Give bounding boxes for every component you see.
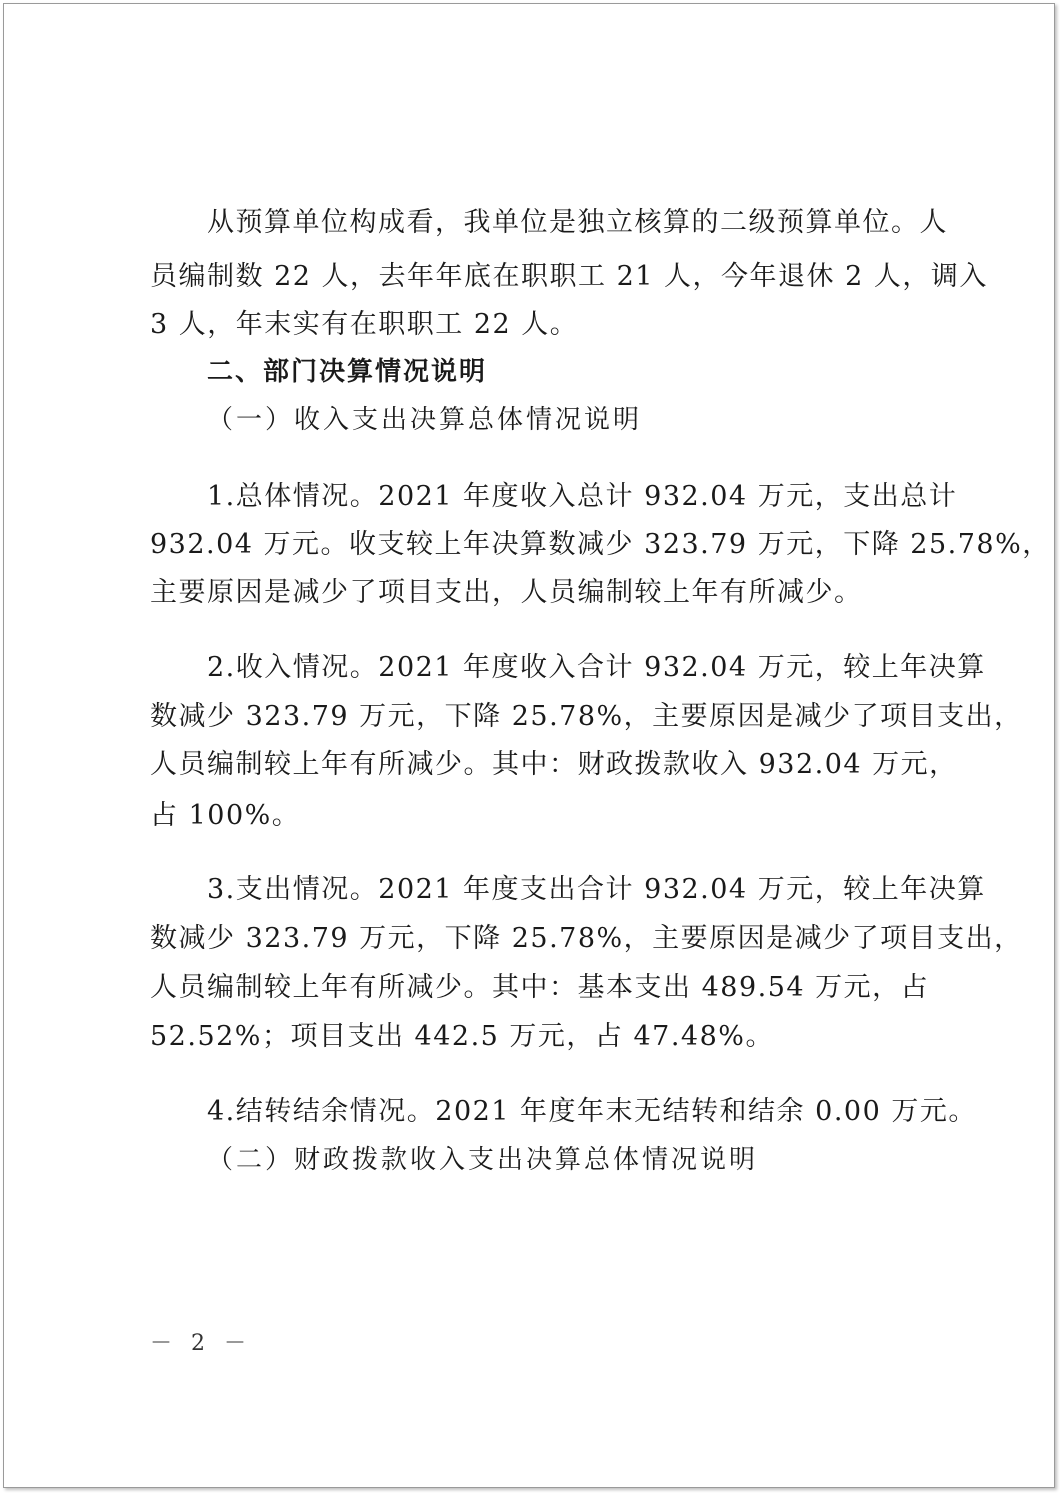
document-page [3, 3, 1055, 1488]
para-1-line-2: 932.04 万元。收支较上年决算数减少 323.79 万元，下降 25.78%， [150, 529, 1051, 560]
para-2-line-2: 数减少 323.79 万元，下降 25.78%，主要原因是减少了项目支出， [150, 701, 1023, 732]
intro-line-1: 从预算单位构成看，我单位是独立核算的二级预算单位。人 [207, 207, 948, 238]
para-3-line-1: 3.支出情况。2021 年度支出合计 932.04 万元，较上年决算 [207, 874, 986, 905]
para-4-line-1: 4.结转结余情况。2021 年度年末无结转和结余 0.00 万元。 [207, 1096, 977, 1127]
para-3-line-2: 数减少 323.79 万元，下降 25.78%，主要原因是减少了项目支出， [150, 923, 1023, 954]
intro-line-3: 3 人，年末实有在职职工 22 人。 [150, 309, 579, 340]
subsection-heading-1: （一）收入支出决算总体情况说明 [207, 405, 643, 435]
section-heading: 二、部门决算情况说明 [207, 357, 488, 387]
intro-line-2: 员编制数 22 人，去年年底在职职工 21 人，今年退休 2 人，调入 [150, 261, 988, 292]
para-2-line-1: 2.收入情况。2021 年度收入合计 932.04 万元，较上年决算 [207, 652, 986, 683]
page-number: － 2 － [150, 1331, 252, 1356]
para-3-line-4: 52.52%；项目支出 442.5 万元，占 47.48%。 [150, 1021, 774, 1052]
para-1-line-3: 主要原因是减少了项目支出，人员编制较上年有所减少。 [150, 577, 863, 608]
para-3-line-3: 人员编制较上年有所减少。其中：基本支出 489.54 万元，占 [150, 972, 930, 1003]
para-2-line-4: 占 100%。 [150, 800, 301, 831]
subsection-heading-2: （二）财政拨款收入支出决算总体情况说明 [207, 1145, 759, 1175]
para-1-line-1: 1.总体情况。2021 年度收入总计 932.04 万元，支出总计 [207, 481, 958, 512]
para-2-line-3: 人员编制较上年有所减少。其中：财政拨款收入 932.04 万元， [150, 749, 958, 780]
